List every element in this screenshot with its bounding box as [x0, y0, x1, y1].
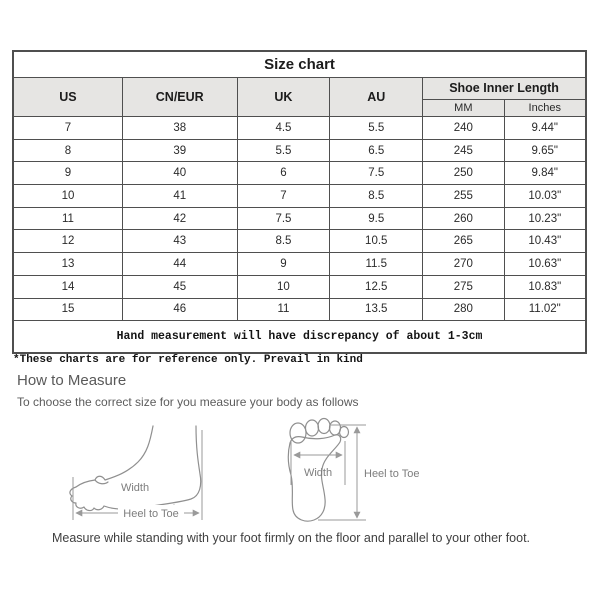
table-cell: 9.44" — [504, 117, 586, 140]
table-cell: 46 — [122, 298, 237, 321]
table-cell: 11 — [13, 207, 122, 230]
table-cell: 11.5 — [330, 253, 423, 276]
table-footnote: Hand measurement will have discrepancy of about 1-3cm — [13, 321, 586, 354]
table-cell: 7.5 — [237, 207, 330, 230]
how-to-measure-title: How to Measure — [17, 372, 127, 389]
table-header-row — [13, 78, 586, 100]
foot-top-view-diagram — [282, 413, 452, 528]
table-cell: 10.63" — [504, 253, 586, 276]
column-header-mm: MM — [423, 99, 504, 116]
reference-note: *These charts are for reference only. Prevail in kind — [13, 354, 363, 366]
table-row — [13, 139, 586, 162]
table-cell: 280 — [423, 298, 504, 321]
table-cell: 12.5 — [330, 275, 423, 298]
table-cell: 10.43" — [504, 230, 586, 253]
table-cell: 240 — [423, 117, 504, 140]
table-cell: 7 — [237, 185, 330, 208]
table-cell: 9.65" — [504, 139, 586, 162]
table-cell: 42 — [122, 207, 237, 230]
table-cell: 9.84" — [504, 162, 586, 185]
table-cell: 43 — [122, 230, 237, 253]
table-cell: 41 — [122, 185, 237, 208]
table-cell: 13.5 — [330, 298, 423, 321]
column-header-us: US — [13, 78, 122, 117]
table-cell: 10.03" — [504, 185, 586, 208]
table-title-row — [13, 51, 586, 78]
table-cell: 44 — [122, 253, 237, 276]
table-cell: 40 — [122, 162, 237, 185]
table-cell: 8 — [13, 139, 122, 162]
table-cell: 8.5 — [330, 185, 423, 208]
table-cell: 39 — [122, 139, 237, 162]
table-body — [13, 117, 586, 321]
table-cell: 10.23" — [504, 207, 586, 230]
table-row — [13, 230, 586, 253]
table-cell: 11.02" — [504, 298, 586, 321]
column-header-uk: UK — [237, 78, 330, 117]
width-dimension — [291, 441, 345, 485]
column-header-inches: Inches — [504, 99, 586, 116]
table-cell: 45 — [122, 275, 237, 298]
column-header-cneur: CN/EUR — [122, 78, 237, 117]
table-cell: 7.5 — [330, 162, 423, 185]
table-cell: 38 — [122, 117, 237, 140]
table-cell: 15 — [13, 298, 122, 321]
width-label: Width — [120, 482, 150, 494]
table-row — [13, 117, 586, 140]
table-cell: 9 — [237, 253, 330, 276]
table-row — [13, 275, 586, 298]
width-label: Width — [303, 467, 333, 479]
foot-side-outline — [70, 426, 201, 511]
column-header-inner-length: Shoe Inner Length — [423, 78, 586, 100]
table-cell: 255 — [423, 185, 504, 208]
column-header-au: AU — [330, 78, 423, 117]
table-row — [13, 207, 586, 230]
table-title: Size chart — [13, 51, 586, 78]
table-cell: 13 — [13, 253, 122, 276]
measure-instruction: Measure while standing with your foot firmly on the floor and parallel to your other foot. — [51, 531, 531, 545]
size-chart-table — [12, 50, 587, 354]
table-cell: 10.5 — [330, 230, 423, 253]
table-cell: 11 — [237, 298, 330, 321]
table-row — [13, 185, 586, 208]
heel-to-toe-dimension — [73, 430, 202, 521]
table-cell: 250 — [423, 162, 504, 185]
table-cell: 4.5 — [237, 117, 330, 140]
table-row — [13, 253, 586, 276]
table-cell: 6.5 — [330, 139, 423, 162]
heel-to-toe-label: Heel to Toe — [364, 468, 420, 480]
table-cell: 7 — [13, 117, 122, 140]
table-cell: 6 — [237, 162, 330, 185]
table-cell: 14 — [13, 275, 122, 298]
table-cell: 265 — [423, 230, 504, 253]
table-cell: 245 — [423, 139, 504, 162]
table-cell: 10 — [13, 185, 122, 208]
table-cell: 10 — [237, 275, 330, 298]
table-cell: 5.5 — [237, 139, 330, 162]
table-cell: 260 — [423, 207, 504, 230]
table-cell: 9 — [13, 162, 122, 185]
table-cell: 9.5 — [330, 207, 423, 230]
table-row — [13, 162, 586, 185]
table-cell: 12 — [13, 230, 122, 253]
table-row — [13, 298, 586, 321]
table-cell: 270 — [423, 253, 504, 276]
table-cell: 8.5 — [237, 230, 330, 253]
heel-to-toe-label: Heel to Toe — [123, 508, 179, 520]
table-cell: 275 — [423, 275, 504, 298]
table-cell: 5.5 — [330, 117, 423, 140]
table-cell: 10.83" — [504, 275, 586, 298]
how-to-measure-intro: To choose the correct size for you measure your body as follows — [17, 395, 359, 409]
foot-side-view-diagram — [60, 420, 210, 528]
heel-to-toe-dimension — [318, 425, 419, 520]
table-footnote-row — [13, 321, 586, 354]
